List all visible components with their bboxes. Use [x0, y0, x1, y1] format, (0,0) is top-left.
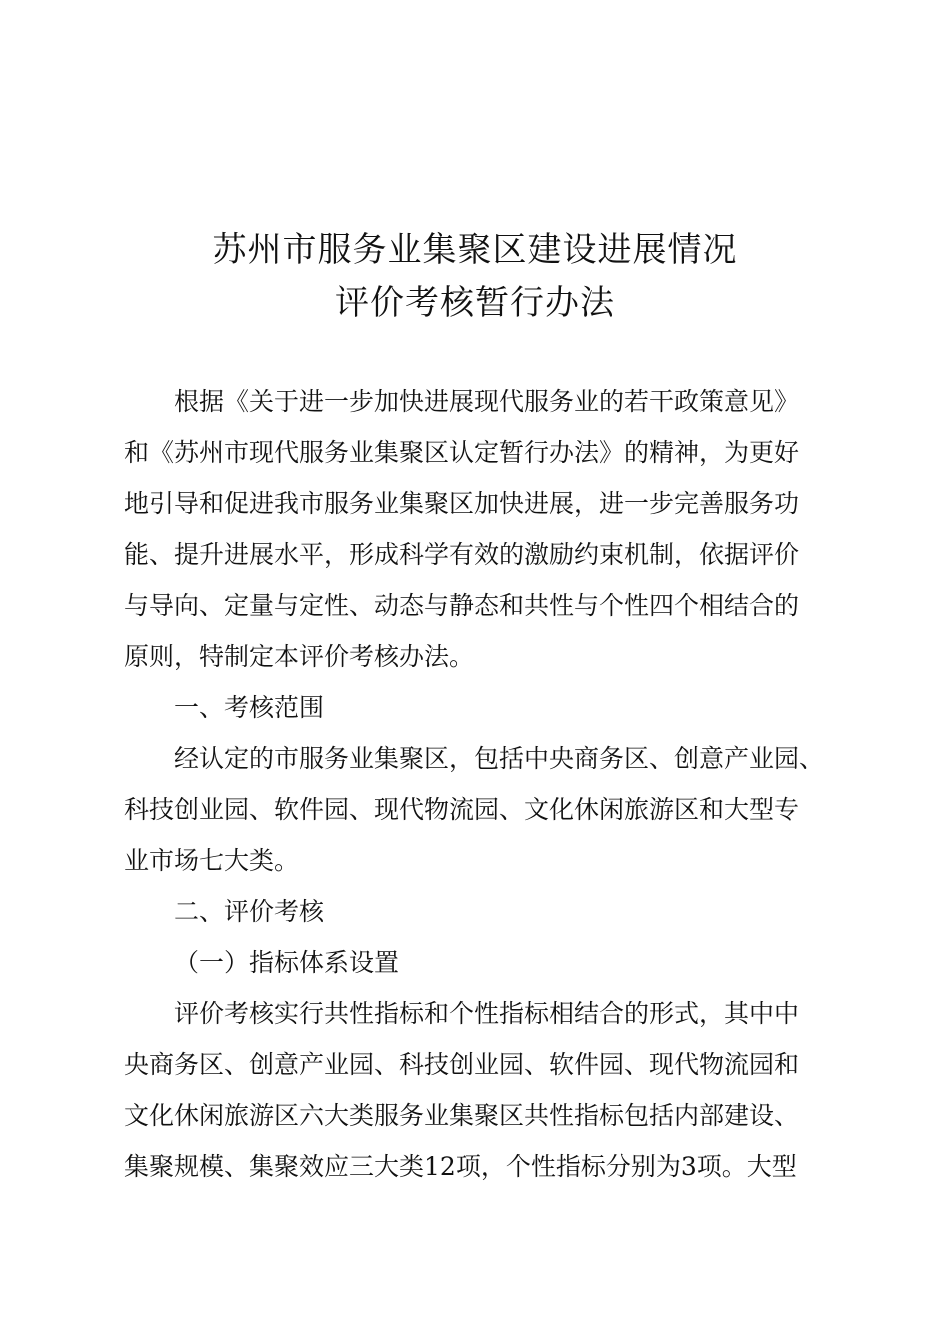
paragraph-scope-line-3: 业市场七大类。 — [124, 846, 300, 875]
paragraph-scope-line-2: 科技创业园、软件园、现代物流园、文化休闲旅游区和大型专 — [124, 795, 800, 824]
section-heading-scope: 一、考核范围 — [174, 693, 325, 722]
paragraph-indicators-line-2: 央商务区、创意产业园、科技创业园、软件园、现代物流园和 — [124, 1050, 800, 1079]
paragraph-intro-line-1: 根据《关于进一步加快进展现代服务业的若干政策意见》 — [174, 387, 800, 416]
paragraph-indicators-line-1: 评价考核实行共性指标和个性指标相结合的形式，其中中 — [174, 999, 800, 1028]
paragraph-scope-line-1: 经认定的市服务业集聚区，包括中央商务区、创意产业园、 — [174, 744, 825, 773]
paragraph-intro-line-4: 能、提升进展水平，形成科学有效的激励约束机制，依据评价 — [124, 540, 800, 569]
paragraph-intro-line-2: 和《苏州市现代服务业集聚区认定暂行办法》的精神，为更好 — [124, 438, 800, 467]
paragraph-intro-line-5: 与导向、定量与定性、动态与静态和共性与个性四个相结合的 — [124, 591, 800, 620]
paragraph-intro-line-3: 地引导和促进我市服务业集聚区加快进展，进一步完善服务功 — [124, 489, 800, 518]
section-heading-evaluation: 二、评价考核 — [174, 897, 325, 926]
paragraph-indicators-line-4: 集聚规模、集聚效应三大类12项，个性指标分别为3项。大型 — [124, 1152, 797, 1181]
paragraph-intro-line-6: 原则，特制定本评价考核办法。 — [124, 642, 475, 671]
document-title-line-2: 评价考核暂行办法 — [335, 283, 615, 323]
paragraph-indicators-line-3: 文化休闲旅游区六大类服务业集聚区共性指标包括内部建设、 — [124, 1101, 800, 1130]
document-body — [124, 376, 844, 1192]
document-title-line-1: 苏州市服务业集聚区建设进展情况 — [212, 230, 738, 270]
subsection-heading-indicators: （一）指标体系设置 — [174, 948, 400, 977]
